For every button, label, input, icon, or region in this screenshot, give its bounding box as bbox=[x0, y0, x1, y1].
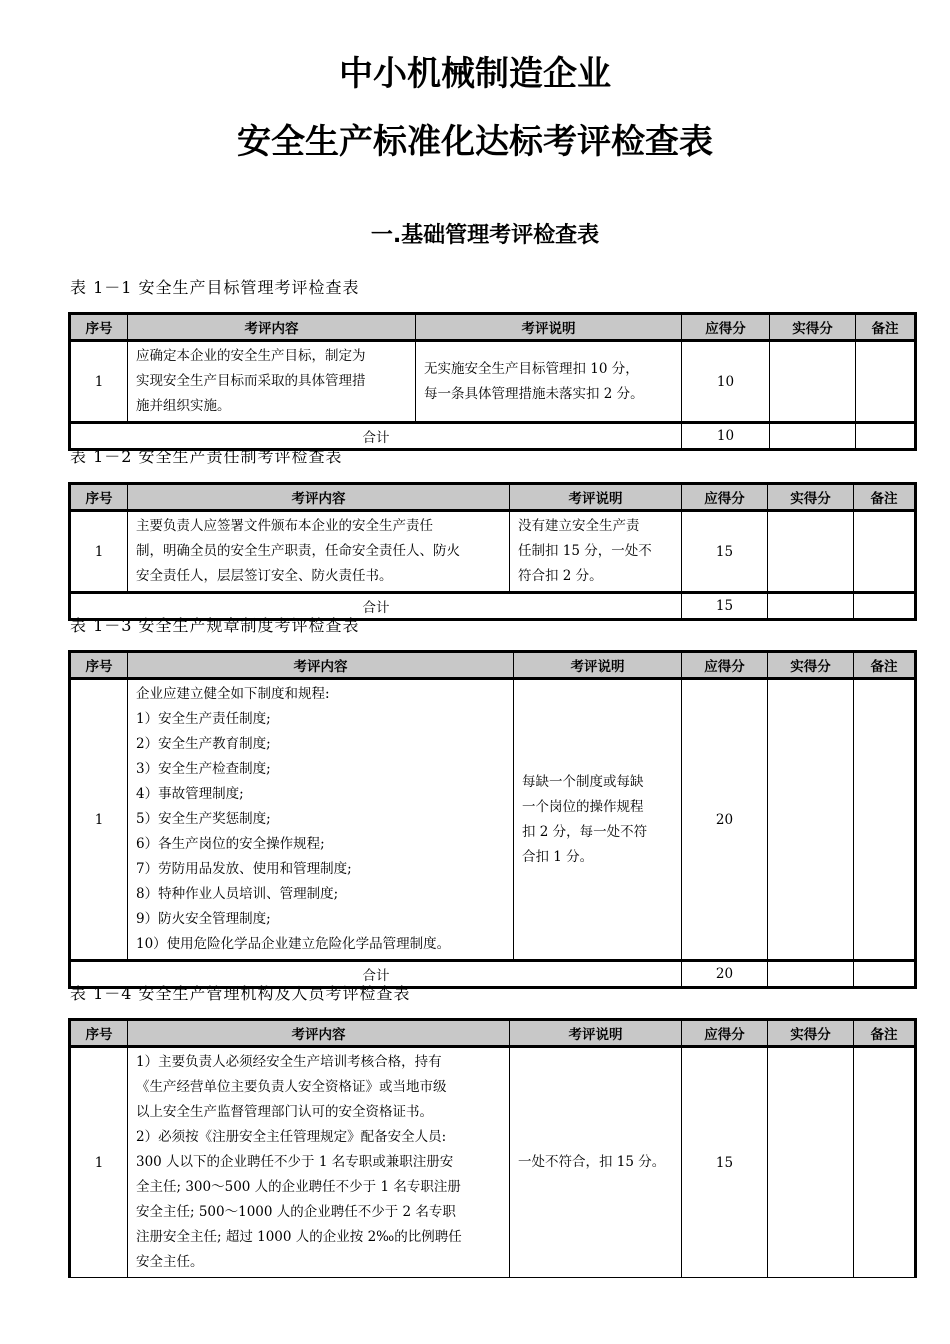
row-score: 10 bbox=[682, 341, 770, 423]
content-line: 2）必须按《注册安全主任管理规定》配备安全人员: bbox=[136, 1129, 447, 1145]
row-note[interactable] bbox=[854, 511, 916, 593]
header-score: 应得分 bbox=[682, 652, 768, 679]
header-actual: 实得分 bbox=[768, 484, 854, 511]
table-header-row bbox=[70, 314, 916, 341]
table-row bbox=[70, 679, 916, 961]
content-line: 以上安全生产监督管理部门认可的安全资格证书。 bbox=[136, 1104, 433, 1120]
content-line: 1）主要负责人必须经安全生产培训考核合格，持有 bbox=[136, 1054, 442, 1070]
table-1-3-caption: 表 1－3 安全生产规章制度考评检查表 bbox=[70, 616, 360, 635]
explain-line: 合扣 1 分。 bbox=[522, 848, 594, 865]
total-score: 20 bbox=[682, 961, 768, 988]
header-score: 应得分 bbox=[682, 484, 768, 511]
header-no: 序号 bbox=[70, 652, 128, 679]
explain-line: 一处不符合，扣 15 分。 bbox=[518, 1154, 666, 1170]
header-no: 序号 bbox=[70, 314, 128, 341]
content-line: 300 人以下的企业聘任不少于 1 名专职或兼职注册安 bbox=[136, 1154, 454, 1170]
row-explain bbox=[510, 1047, 682, 1278]
row-score: 15 bbox=[682, 511, 768, 593]
explain-line: 无实施安全生产目标管理扣 10 分， bbox=[424, 360, 639, 377]
row-explain bbox=[416, 341, 682, 423]
content-line: 5）安全生产奖惩制度; bbox=[136, 811, 271, 827]
row-no: 1 bbox=[70, 341, 128, 423]
table-1-4-caption: 表 1－4 安全生产管理机构及人员考评检查表 bbox=[70, 984, 411, 1003]
content-line: 主要负责人应签署文件颁布本企业的安全生产责任 bbox=[136, 518, 433, 534]
header-content: 考评内容 bbox=[128, 652, 514, 679]
content-line: 制，明确全员的安全生产职责，任命安全责任人、防火 bbox=[136, 543, 460, 559]
header-actual: 实得分 bbox=[768, 1020, 854, 1047]
total-actual[interactable] bbox=[768, 593, 854, 620]
row-note[interactable] bbox=[854, 1047, 916, 1278]
row-actual[interactable] bbox=[768, 511, 854, 593]
total-note[interactable] bbox=[854, 593, 916, 620]
table-1-1-caption: 表 1－1 安全生产目标管理考评检查表 bbox=[70, 278, 360, 297]
table-1-4 bbox=[68, 1018, 917, 1278]
header-no: 序号 bbox=[70, 1020, 128, 1047]
row-score: 15 bbox=[682, 1047, 768, 1278]
content-line: 施并组织实施。 bbox=[136, 398, 231, 414]
table-1-1 bbox=[68, 312, 917, 451]
section-title: 一.基础管理考评检查表 bbox=[370, 223, 600, 248]
header-score: 应得分 bbox=[682, 314, 770, 341]
header-actual: 实得分 bbox=[770, 314, 856, 341]
document-title-line1: 中小机械制造企业 bbox=[339, 54, 611, 94]
total-note[interactable] bbox=[854, 961, 916, 988]
header-explain: 考评说明 bbox=[510, 1020, 682, 1047]
row-actual[interactable] bbox=[768, 1047, 854, 1278]
content-line: 7）劳防用品发放、使用和管理制度; bbox=[136, 861, 352, 877]
content-line: 实现安全生产目标而采取的具体管理措 bbox=[136, 373, 366, 389]
row-no: 1 bbox=[70, 679, 128, 961]
content-line: 《生产经营单位主要负责人安全资格证》或当地市级 bbox=[136, 1079, 447, 1095]
table-row bbox=[70, 1047, 916, 1278]
row-explain bbox=[510, 511, 682, 593]
content-line: 10）使用危险化学品企业建立危险化学品管理制度。 bbox=[136, 936, 451, 952]
header-explain: 考评说明 bbox=[416, 314, 682, 341]
table-1-2-caption: 表 1－2 安全生产责任制考评检查表 bbox=[70, 447, 343, 466]
row-note[interactable] bbox=[854, 679, 916, 961]
content-line: 4）事故管理制度; bbox=[136, 786, 244, 802]
content-line: 企业应建立健全如下制度和规程: bbox=[136, 686, 330, 702]
row-content bbox=[128, 341, 416, 423]
content-line: 全主任; 300～500 人的企业聘任不少于 1 名专职注册 bbox=[136, 1179, 461, 1195]
explain-line: 每缺一个制度或每缺 bbox=[522, 773, 644, 790]
document-title-line2: 安全生产标准化达标考评检查表 bbox=[237, 122, 713, 162]
row-content bbox=[128, 679, 514, 961]
content-line: 6）各生产岗位的安全操作规程; bbox=[136, 836, 325, 852]
content-line: 1）安全生产责任制度; bbox=[136, 711, 271, 727]
explain-line: 任制扣 15 分，一处不 bbox=[518, 543, 652, 559]
content-line: 安全主任; 500～1000 人的企业聘任不少于 2 名专职 bbox=[136, 1204, 456, 1220]
row-actual[interactable] bbox=[768, 679, 854, 961]
total-score: 15 bbox=[682, 593, 768, 620]
total-label: 合计 bbox=[70, 593, 682, 620]
header-note: 备注 bbox=[854, 1020, 916, 1047]
table-row bbox=[70, 341, 916, 423]
content-line: 注册安全主任; 超过 1000 人的企业按 2‰的比例聘任 bbox=[136, 1229, 462, 1245]
total-note[interactable] bbox=[856, 423, 916, 450]
header-note: 备注 bbox=[854, 484, 916, 511]
table-header-row bbox=[70, 652, 916, 679]
row-content bbox=[128, 511, 510, 593]
table-row bbox=[70, 511, 916, 593]
header-score: 应得分 bbox=[682, 1020, 768, 1047]
row-actual[interactable] bbox=[770, 341, 856, 423]
content-line: 安全责任人，层层签订安全、防火责任书。 bbox=[136, 568, 393, 584]
header-explain: 考评说明 bbox=[510, 484, 682, 511]
content-line: 9）防火安全管理制度; bbox=[136, 911, 271, 927]
explain-line: 没有建立安全生产责 bbox=[518, 518, 640, 534]
row-content bbox=[128, 1047, 510, 1278]
total-actual[interactable] bbox=[770, 423, 856, 450]
table-header-row bbox=[70, 484, 916, 511]
total-label: 合计 bbox=[70, 961, 682, 988]
content-line: 安全主任。 bbox=[136, 1254, 204, 1270]
explain-line: 符合扣 2 分。 bbox=[518, 568, 603, 584]
table-1-3 bbox=[68, 650, 917, 989]
header-note: 备注 bbox=[856, 314, 916, 341]
table-header-row bbox=[70, 1020, 916, 1047]
row-score: 20 bbox=[682, 679, 768, 961]
row-no: 1 bbox=[70, 511, 128, 593]
header-actual: 实得分 bbox=[768, 652, 854, 679]
content-line: 应确定本企业的安全生产目标，制定为 bbox=[136, 348, 366, 364]
row-explain bbox=[514, 679, 682, 961]
header-content: 考评内容 bbox=[128, 484, 510, 511]
explain-line: 每一条具体管理措施未落实扣 2 分。 bbox=[424, 385, 644, 402]
total-label: 合计 bbox=[70, 423, 682, 450]
row-no: 1 bbox=[70, 1047, 128, 1278]
header-note: 备注 bbox=[854, 652, 916, 679]
table-1-2 bbox=[68, 482, 917, 621]
content-line: 8）特种作业人员培训、管理制度; bbox=[136, 886, 339, 902]
explain-line: 扣 2 分，每一处不符 bbox=[522, 823, 648, 840]
header-explain: 考评说明 bbox=[514, 652, 682, 679]
content-line: 3）安全生产检查制度; bbox=[136, 761, 271, 777]
row-note[interactable] bbox=[856, 341, 916, 423]
explain-line: 一个岗位的操作规程 bbox=[522, 798, 644, 815]
total-score: 10 bbox=[682, 423, 770, 450]
total-actual[interactable] bbox=[768, 961, 854, 988]
content-line: 2）安全生产教育制度; bbox=[136, 736, 271, 752]
header-no: 序号 bbox=[70, 484, 128, 511]
header-content: 考评内容 bbox=[128, 314, 416, 341]
header-content: 考评内容 bbox=[128, 1020, 510, 1047]
